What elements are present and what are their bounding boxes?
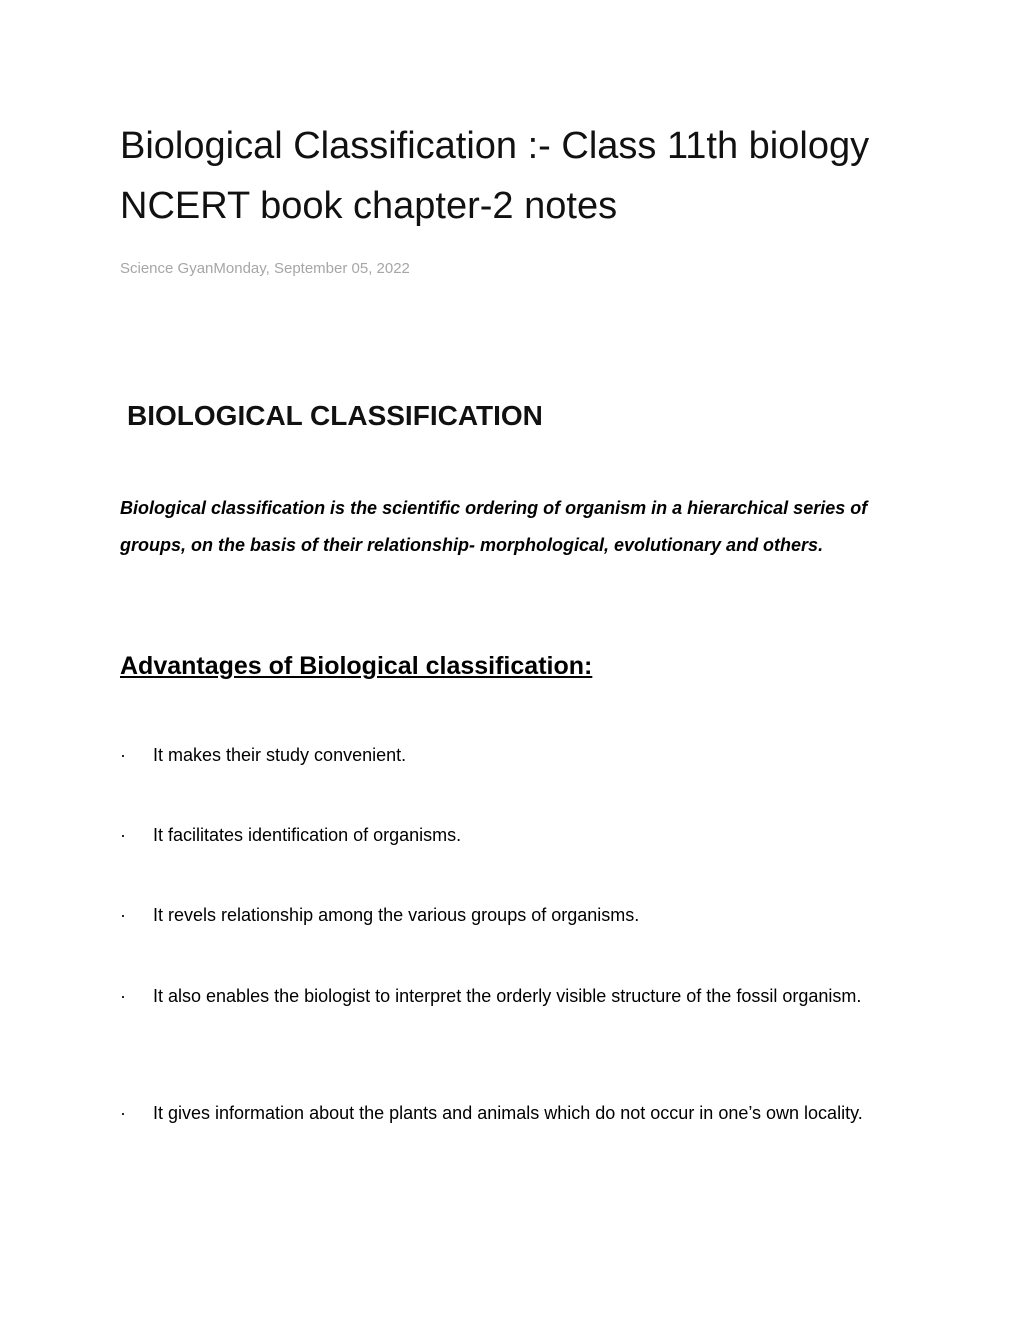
list-item-text: It facilitates identification of organisms. <box>153 825 462 845</box>
list-item-text: It makes their study convenient. <box>153 745 407 765</box>
list-item-text: It revels relationship among the various groups of organisms. <box>153 905 640 925</box>
bullet-icon: · <box>120 745 126 765</box>
section-heading: BIOLOGICAL CLASSIFICATION <box>127 400 543 431</box>
definition-paragraph: Biological classification is the scientific ordering of organism in a hierarchical series of groups, on the basis of their relationship- morphological, evolutionary and others. <box>120 498 868 555</box>
bullet-icon: · <box>120 1103 126 1123</box>
author-date-meta: Science GyanMonday, September 05, 2022 <box>120 260 410 277</box>
bullet-icon: · <box>120 986 126 1006</box>
list-item <box>120 737 890 774</box>
document-title: Biological Classification :- Class 11th biology NCERT book chapter-2 notes <box>120 125 870 227</box>
list-item <box>120 817 890 854</box>
bullet-icon: · <box>120 825 126 845</box>
advantages-heading: Advantages of Biological classification: <box>120 652 593 680</box>
list-item <box>120 1095 890 1132</box>
list-item <box>120 897 890 934</box>
list-item-text: It gives information about the plants and animals which do not occur in one’s own locality. <box>153 1103 863 1123</box>
list-item-text: It also enables the biologist to interpret the orderly visible structure of the fossil organism. <box>153 986 862 1006</box>
bullet-icon: · <box>120 905 126 925</box>
list-item <box>120 978 890 1015</box>
